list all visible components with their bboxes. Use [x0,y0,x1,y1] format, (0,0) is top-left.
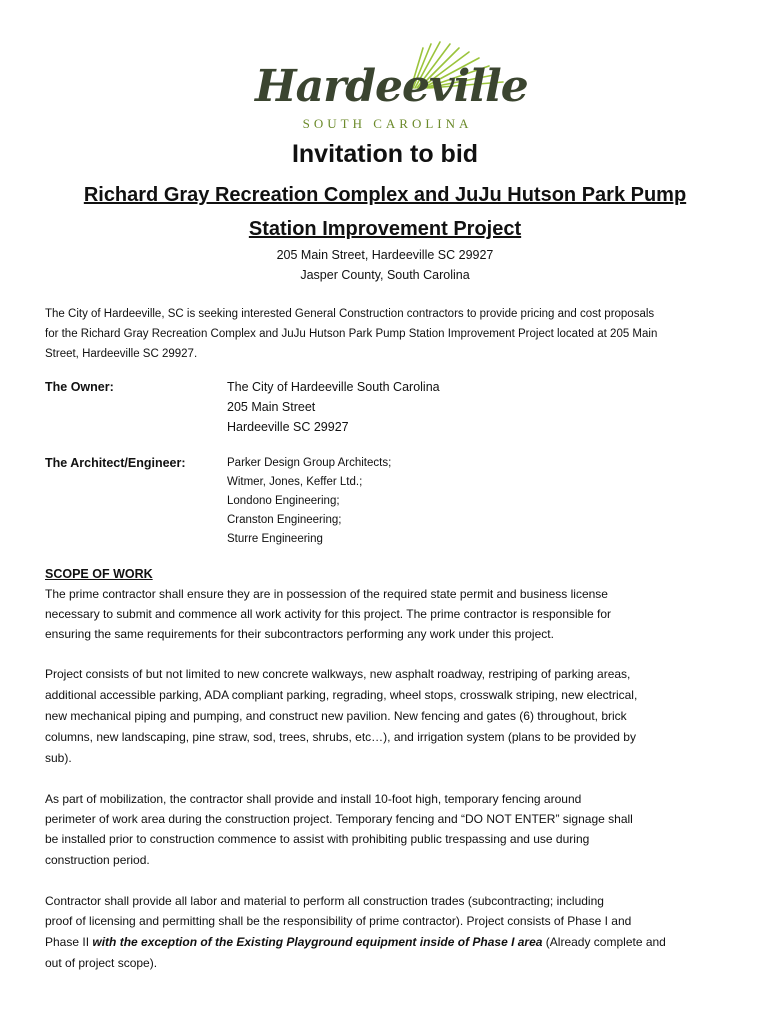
scope-para1-line: The prime contractor shall ensure they are in possession of the required state permit and business license [45,587,608,601]
scope-para2-line: new mechanical piping and pumping, and construct new pavilion. New fencing and gates (6) throughout, brick [45,709,627,723]
scope-para2-line: columns, new landscaping, pine straw, sod, trees, shrubs, etc…), and irrigation system (plans to be provided by [45,730,636,744]
project-title [40,178,730,246]
address-line1: 205 Main Street, Hardeeville SC 29927 [276,248,494,262]
scope-para4-text: (Already complete and [542,935,666,949]
scope-para2-line: Project consists of but not limited to new concrete walkways, new asphalt roadway, restriping of parking areas, [45,667,631,681]
scope-para3-line: be installed prior to construction commence to assist with prohibiting public trespassing and use during [45,832,590,846]
scope-para1-line: necessary to submit and commence all work activity for this project. The prime contractor is responsible for [45,607,612,621]
architect-line: Cranston Engineering; [227,514,342,526]
scope-para3-line: perimeter of work area during the construction project. Temporary fencing and “DO NOT ENTER” signage shall [45,812,633,826]
scope-para2-line: sub). [45,751,72,765]
logo-tagline: SOUTH CAROLINA [302,116,473,131]
hardeeville-logo [255,40,528,135]
owner-line: The City of Hardeeville South Carolina [227,380,440,394]
scope-para4-text: Phase II [45,935,93,949]
intro-line1: The City of Hardeeville, SC is seeking interested General Construction contractors to provide pricing and cost proposals [45,308,655,320]
architect-label: The Architect/Engineer: [45,456,186,470]
owner-label: The Owner: [45,380,114,394]
scope-para1-line: ensuring the same requirements for their subcontractors performing any work under this project. [45,627,554,641]
project-title-line1: Richard Gray Recreation Complex and JuJu Hutson Park Pump [83,184,687,206]
scope-para4-line: Contractor shall provide all labor and material to perform all construction trades (subcontracting; including [45,894,604,908]
address-line2: Jasper County, South Carolina [300,268,470,282]
scope-para4-line3 [45,932,727,952]
intro-line2: for the Richard Gray Recreation Complex and JuJu Hutson Park Pump Station Improvement Project located at 205 Main [45,328,658,340]
owner-line: Hardeeville SC 29927 [227,420,349,434]
scope-para4-line: proof of licensing and permitting shall be the responsibility of prime contractor). Project consists of Phase I and [45,914,632,928]
logo-wordmark: Hardeeville [255,61,528,112]
architect-line: Parker Design Group Architects; [227,457,392,469]
scope-para4-emphasis: with the exception of the Existing Playground equipment inside of Phase I area [92,935,543,949]
project-title-line2: Station Improvement Project [248,218,522,240]
scope-para3-line: As part of mobilization, the contractor shall provide and install 10-foot high, temporary fencing around [45,792,582,806]
page-title: Invitation to bid [291,140,479,168]
scope-para2-line: additional accessible parking, ADA compliant parking, regrading, wheel stops, crosswalk striping, new electrical, [45,688,638,702]
architect-line: Londono Engineering; [227,495,340,507]
architect-line: Witmer, Jones, Keffer Ltd.; [227,476,363,488]
architect-line: Sturre Engineering [227,533,323,545]
intro-line3: Street, Hardeeville SC 29927. [45,348,198,360]
owner-line: 205 Main Street [227,400,316,414]
scope-heading: SCOPE OF WORK [45,567,153,581]
scope-para4-line: out of project scope). [45,956,158,970]
scope-para3-line: construction period. [45,853,150,867]
